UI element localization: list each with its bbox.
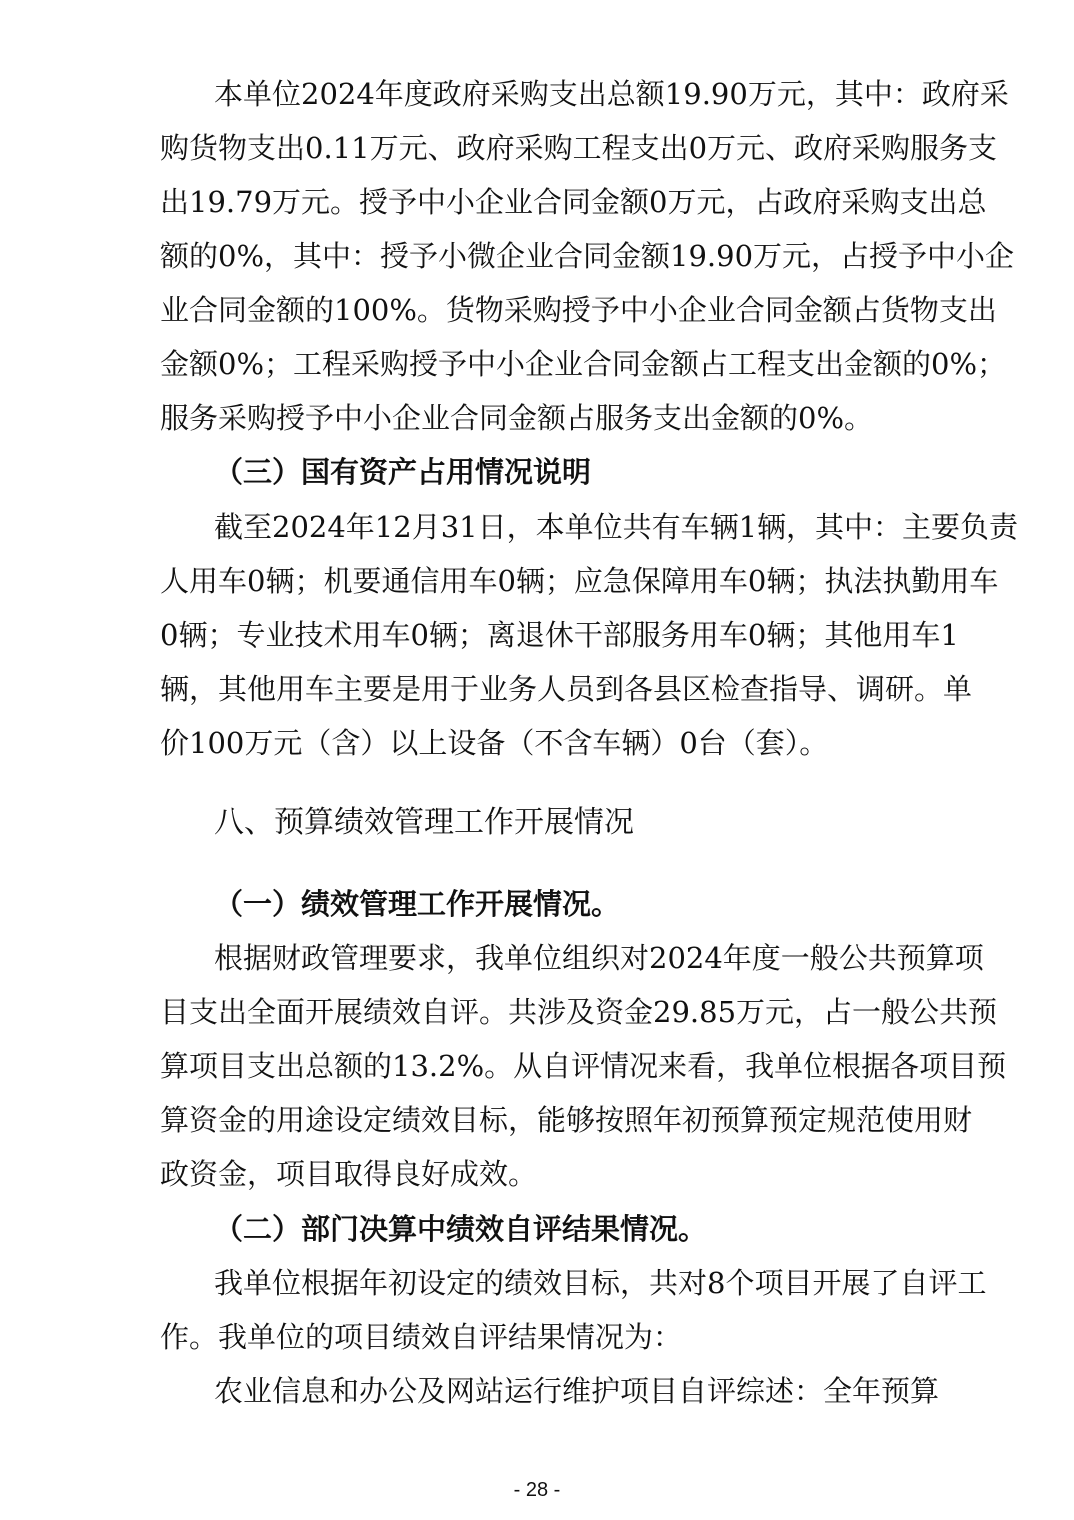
performance-line-2: 目支出全面开展绩效自评。共涉及资金29.85万元，占一般公共预 [160,995,998,1029]
subheading-performance: （一）绩效管理工作开展情况。 [214,887,621,921]
results-line-1: 我单位根据年初设定的绩效目标，共对8个项目开展了自评工 [214,1266,987,1300]
performance-line-4: 算资金的用途设定绩效目标，能够按照年初预算预定规范使用财 [160,1103,973,1137]
procurement-line-1: 本单位2024年度政府采购支出总额19.90万元，其中：政府采 [214,77,1009,111]
procurement-line-5: 业合同金额的100%。货物采购授予中小企业合同金额占货物支出 [160,293,997,327]
section-heading: 八、预算绩效管理工作开展情况 [214,805,634,840]
assets-line-2: 人用车0辆；机要通信用车0辆；应急保障用车0辆；执法执勤用车 [160,564,999,598]
assets-line-1: 截至2024年12月31日，本单位共有车辆1辆，其中：主要负责 [214,510,1019,544]
project-line-1: 农业信息和办公及网站运行维护项目自评综述：全年预算 [214,1374,940,1408]
subheading-results: （二）部门决算中绩效自评结果情况。 [214,1212,708,1246]
performance-line-1: 根据财政管理要求，我单位组织对2024年度一般公共预算项 [214,941,984,975]
assets-line-5: 价100万元（含）以上设备（不含车辆）0台（套）。 [160,726,829,760]
procurement-line-2: 购货物支出0.11万元、政府采购工程支出0万元、政府采购服务支 [160,131,998,165]
procurement-line-7: 服务采购授予中小企业合同金额占服务支出金额的0%。 [160,401,874,435]
procurement-line-4: 额的0%，其中：授予小微企业合同金额19.90万元，占授予中小企 [160,239,1015,273]
performance-line-3: 算项目支出总额的13.2%。从自评情况来看，我单位根据各项目预 [160,1049,1007,1083]
procurement-line-3: 出19.79万元。授予中小企业合同金额0万元，占政府采购支出总 [160,185,987,219]
page-number: - 28 - [513,1479,561,1501]
results-line-2: 作。我单位的项目绩效自评结果情况为： [160,1320,683,1354]
procurement-line-6: 金额0%；工程采购授予中小企业合同金额占工程支出金额的0%； [160,347,1007,381]
assets-line-3: 0辆；专业技术用车0辆；离退休干部服务用车0辆；其他用车1 [160,618,959,652]
performance-line-5: 政资金，项目取得良好成效。 [160,1157,538,1191]
subheading-assets: （三）国有资产占用情况说明 [214,455,592,489]
assets-line-4: 辆，其他用车主要是用于业务人员到各县区检查指导、调研。单 [160,672,973,706]
